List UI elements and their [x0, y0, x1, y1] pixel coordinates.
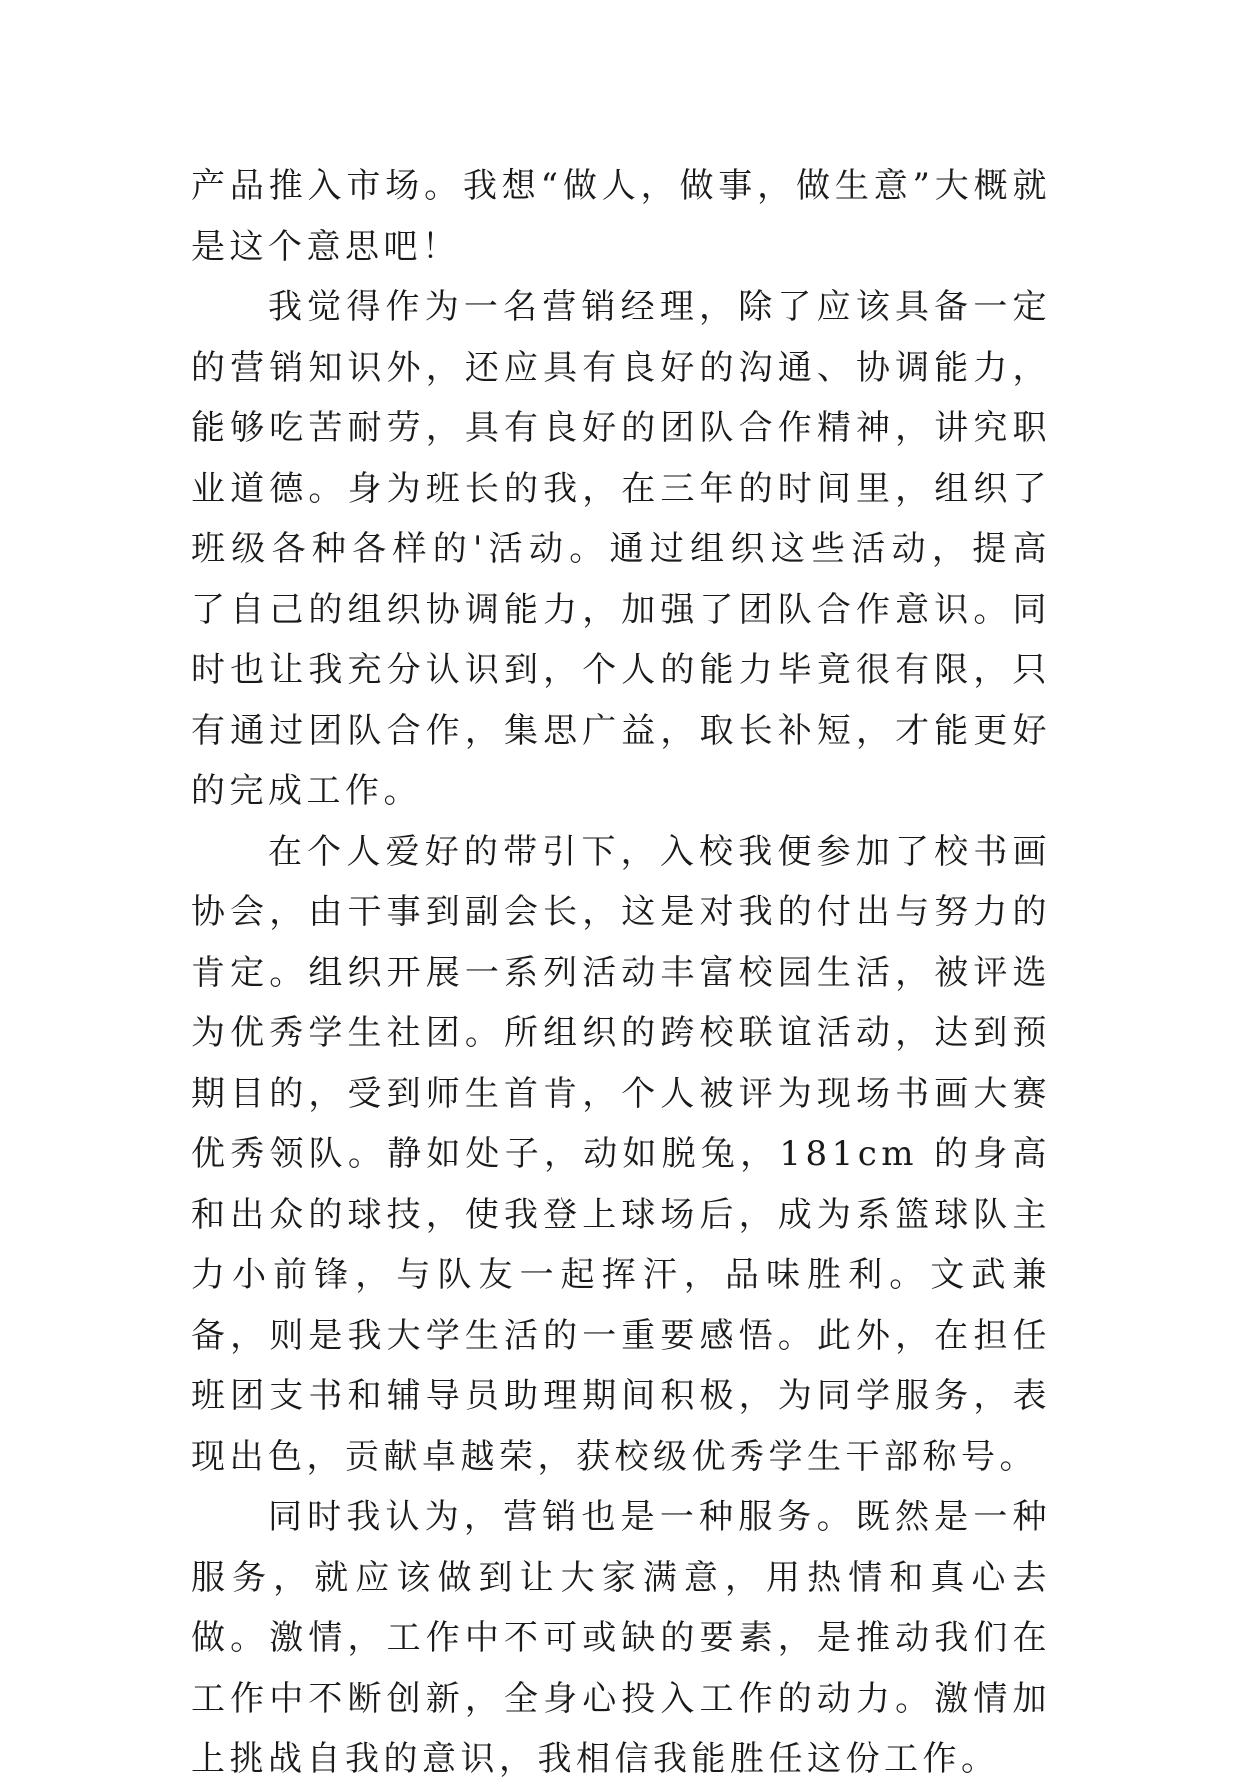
paragraph-3: 在个人爱好的带引下，入校我便参加了校书画协会，由干事到副会长，这是对我的付出与努力的肯定。组织开展一系列活动丰富校园生活，被评选为优秀学生社团。所组织的跨校联谊活动，达到预期目的，受到师生首肯，个人被评为现场书画大赛优秀领队。静如处子，动如脱兔，181cm 的身高和出众的球技，使我登上球场后，成为系篮球队主力小前锋，与队友一起挥汗，品味胜利。文武兼备，则是我大学生活的一重要感悟。此外，在担任班团支书和辅导员助理期间积极，为同学服务，表现出色，贡献卓越荣，获校级优秀学生干部称号。: [191, 831, 1051, 1477]
paragraph-2: 我觉得作为一名营销经理，除了应该具备一定的营销知识外，还应具有良好的沟通、协调能力，能够吃苦耐劳，具有良好的团队合作精神，讲究职业道德。身为班长的我，在三年的时间里，组织了班级各种各样的'活动。通过组织这些活动，提高了自己的组织协调能力，加强了团队合作意识。同时也让我充分认识到，个人的能力毕竟很有限，只有通过团队合作，集思广益，取长补短，才能更好的完成工作。: [191, 287, 1051, 811]
paragraph-1: 产品推入市场。我想“做人，做事，做生意”大概就是这个意思吧！: [191, 166, 1051, 267]
document-body: [191, 156, 1051, 1790]
paragraph-4: 同时我认为，营销也是一种服务。既然是一种服务，就应该做到让大家满意，用热情和真心去做。激情，工作中不可或缺的要素，是推动我们在工作中不断创新，全身心投入工作的动力。激情加上挑战自我的意识，我相信我能胜任这份工作。: [191, 1497, 1051, 1779]
